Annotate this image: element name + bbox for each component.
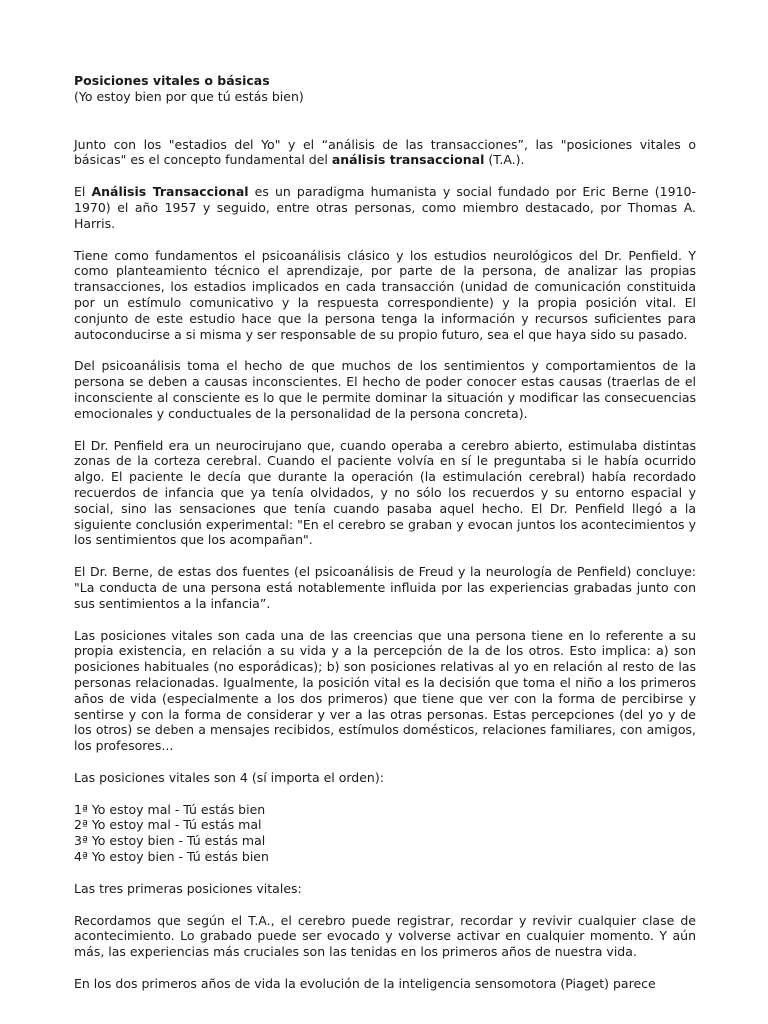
paragraph-piaget: En los dos primeros años de vida la evolución de la inteligencia sensomotora (Piaget) parece: [74, 976, 656, 992]
list-item: 1ª Yo estoy mal - Tú estás bien: [74, 801, 266, 817]
paragraph-analisis-text-a: El: [74, 184, 92, 200]
list-item: 2ª Yo estoy mal - Tú estás mal: [74, 817, 262, 833]
list-item: 4ª Yo estoy bien - Tú estás bien: [74, 849, 269, 865]
paragraph-intro: [74, 137, 696, 169]
paragraph-analisis-text-b: es un paradigma humanista y social fundado por Eric Berne (1910-1970) el año 1957 y seguido, entre otras personas, como miembro destacado, por Thomas A. Harris.: [74, 184, 696, 231]
paragraph-berne: El Dr. Berne, de estas dos fuentes (el psicoanálisis de Freud y la neurología de Penfield) concluye: "La conducta de una persona está notablemente influida por las experiencias grabadas junto con sus sentimientos a la infancia”.: [74, 564, 696, 611]
paragraph-recordamos: Recordamos que según el T.A., el cerebro puede registrar, recordar y revivir cualquier clase de acontecimiento. Lo grabado puede ser evocado y volverse activar en cualquier momento. Y aún más, las experiencias más cruciales son las tenidas en los primeros años de nuestra vida.: [74, 912, 696, 960]
positions-list: [74, 802, 696, 865]
paragraph-intro-bold: análisis transaccional: [331, 152, 485, 168]
paragraph-analisis-bold: Análisis Transaccional: [91, 184, 249, 200]
paragraph-tres-primeras: Las tres primeras posiciones vitales:: [74, 880, 302, 896]
document-page: [74, 73, 696, 1008]
paragraph-analisis: [74, 184, 696, 231]
list-item: 3ª Yo estoy bien - Tú estás mal: [74, 833, 266, 849]
paragraph-fundamentos: Tiene como fundamentos el psicoanálisis clásico y los estudios neurológicos del Dr. Penfield. Y como planteamiento técnico el aprendizaje, por parte de la persona, de analizar las propias transacciones, los estadios implicados en cada transacción (unidad de comunicación constituida por un estímulo comunicativo y la respuesta correspondiente) y la propia posición vital. El conjunto de este estudio hace que la persona tenga la información y recursos suficientes para autoconducirse a si misma y ser responsable de su propio futuro, sea el que haya sido su pasado.: [74, 247, 696, 342]
paragraph-intro-text-a: Junto con los "estadios del Yo" y el “análisis de las transacciones”, las "posiciones vitales o básicas" es el concepto fundamental del: [74, 136, 696, 168]
paragraph-posiciones-count: Las posiciones vitales son 4 (sí importa el orden):: [74, 769, 384, 785]
paragraph-posiciones: Las posiciones vitales son cada una de las creencias que una persona tiene en lo referente a su propia existencia, en relación a su vida y a la percepción de la de los otros. Esto implica: a) son posiciones habituales (no esporádicas); b) son posiciones relativas al yo en relación al resto de las personas relacionadas. Igualmente, la posición vital es la decisión que toma el niño a los primeros años de vida (especialmente a los dos primeros) que tiene que ver con la forma de percibirse y sentirse y con la forma de considerar y ver a las otras personas. Estas percepciones (del yo y de los otros) se deben a mensajes recibidos, estímulos domésticos, relaciones familiares, con amigos, los profesores...: [74, 627, 696, 754]
document-subtitle: (Yo estoy bien por que tú estás bien): [74, 88, 304, 104]
paragraph-intro-text-b: (T.A.).: [484, 152, 525, 168]
paragraph-psicoanalisis: Del psicoanálisis toma el hecho de que muchos de los sentimientos y comportamientos de la persona se deben a causas inconscientes. El hecho de poder conocer estas causas (traerlas de el inconsciente al consciente es lo que le permite dominar la situación y modificar las consecuencias emocionales y conductuales de la personalidad de la persona concreta).: [74, 358, 696, 421]
document-title: Posiciones vitales o básicas: [74, 73, 270, 88]
paragraph-penfield: El Dr. Penfield era un neurocirujano que, cuando operaba a cerebro abierto, estimulaba distintas zonas de la corteza cerebral. Cuando el paciente volvía en sí le preguntaba si le había ocurrido algo. El paciente le decía que durante la operación (la estimulación cerebral) había recordado recuerdos de infancia que ya tenía olvidados, y no sólo los recuerdos y su entorno espacial y social, sino las sensaciones que tenía cuando pasaba aquel hecho. El Dr. Penfield llegó a la siguiente conclusión experimental: "En el cerebro se graban y evocan juntos los acontecimientos y los sentimientos que los acompañan".: [74, 437, 696, 548]
